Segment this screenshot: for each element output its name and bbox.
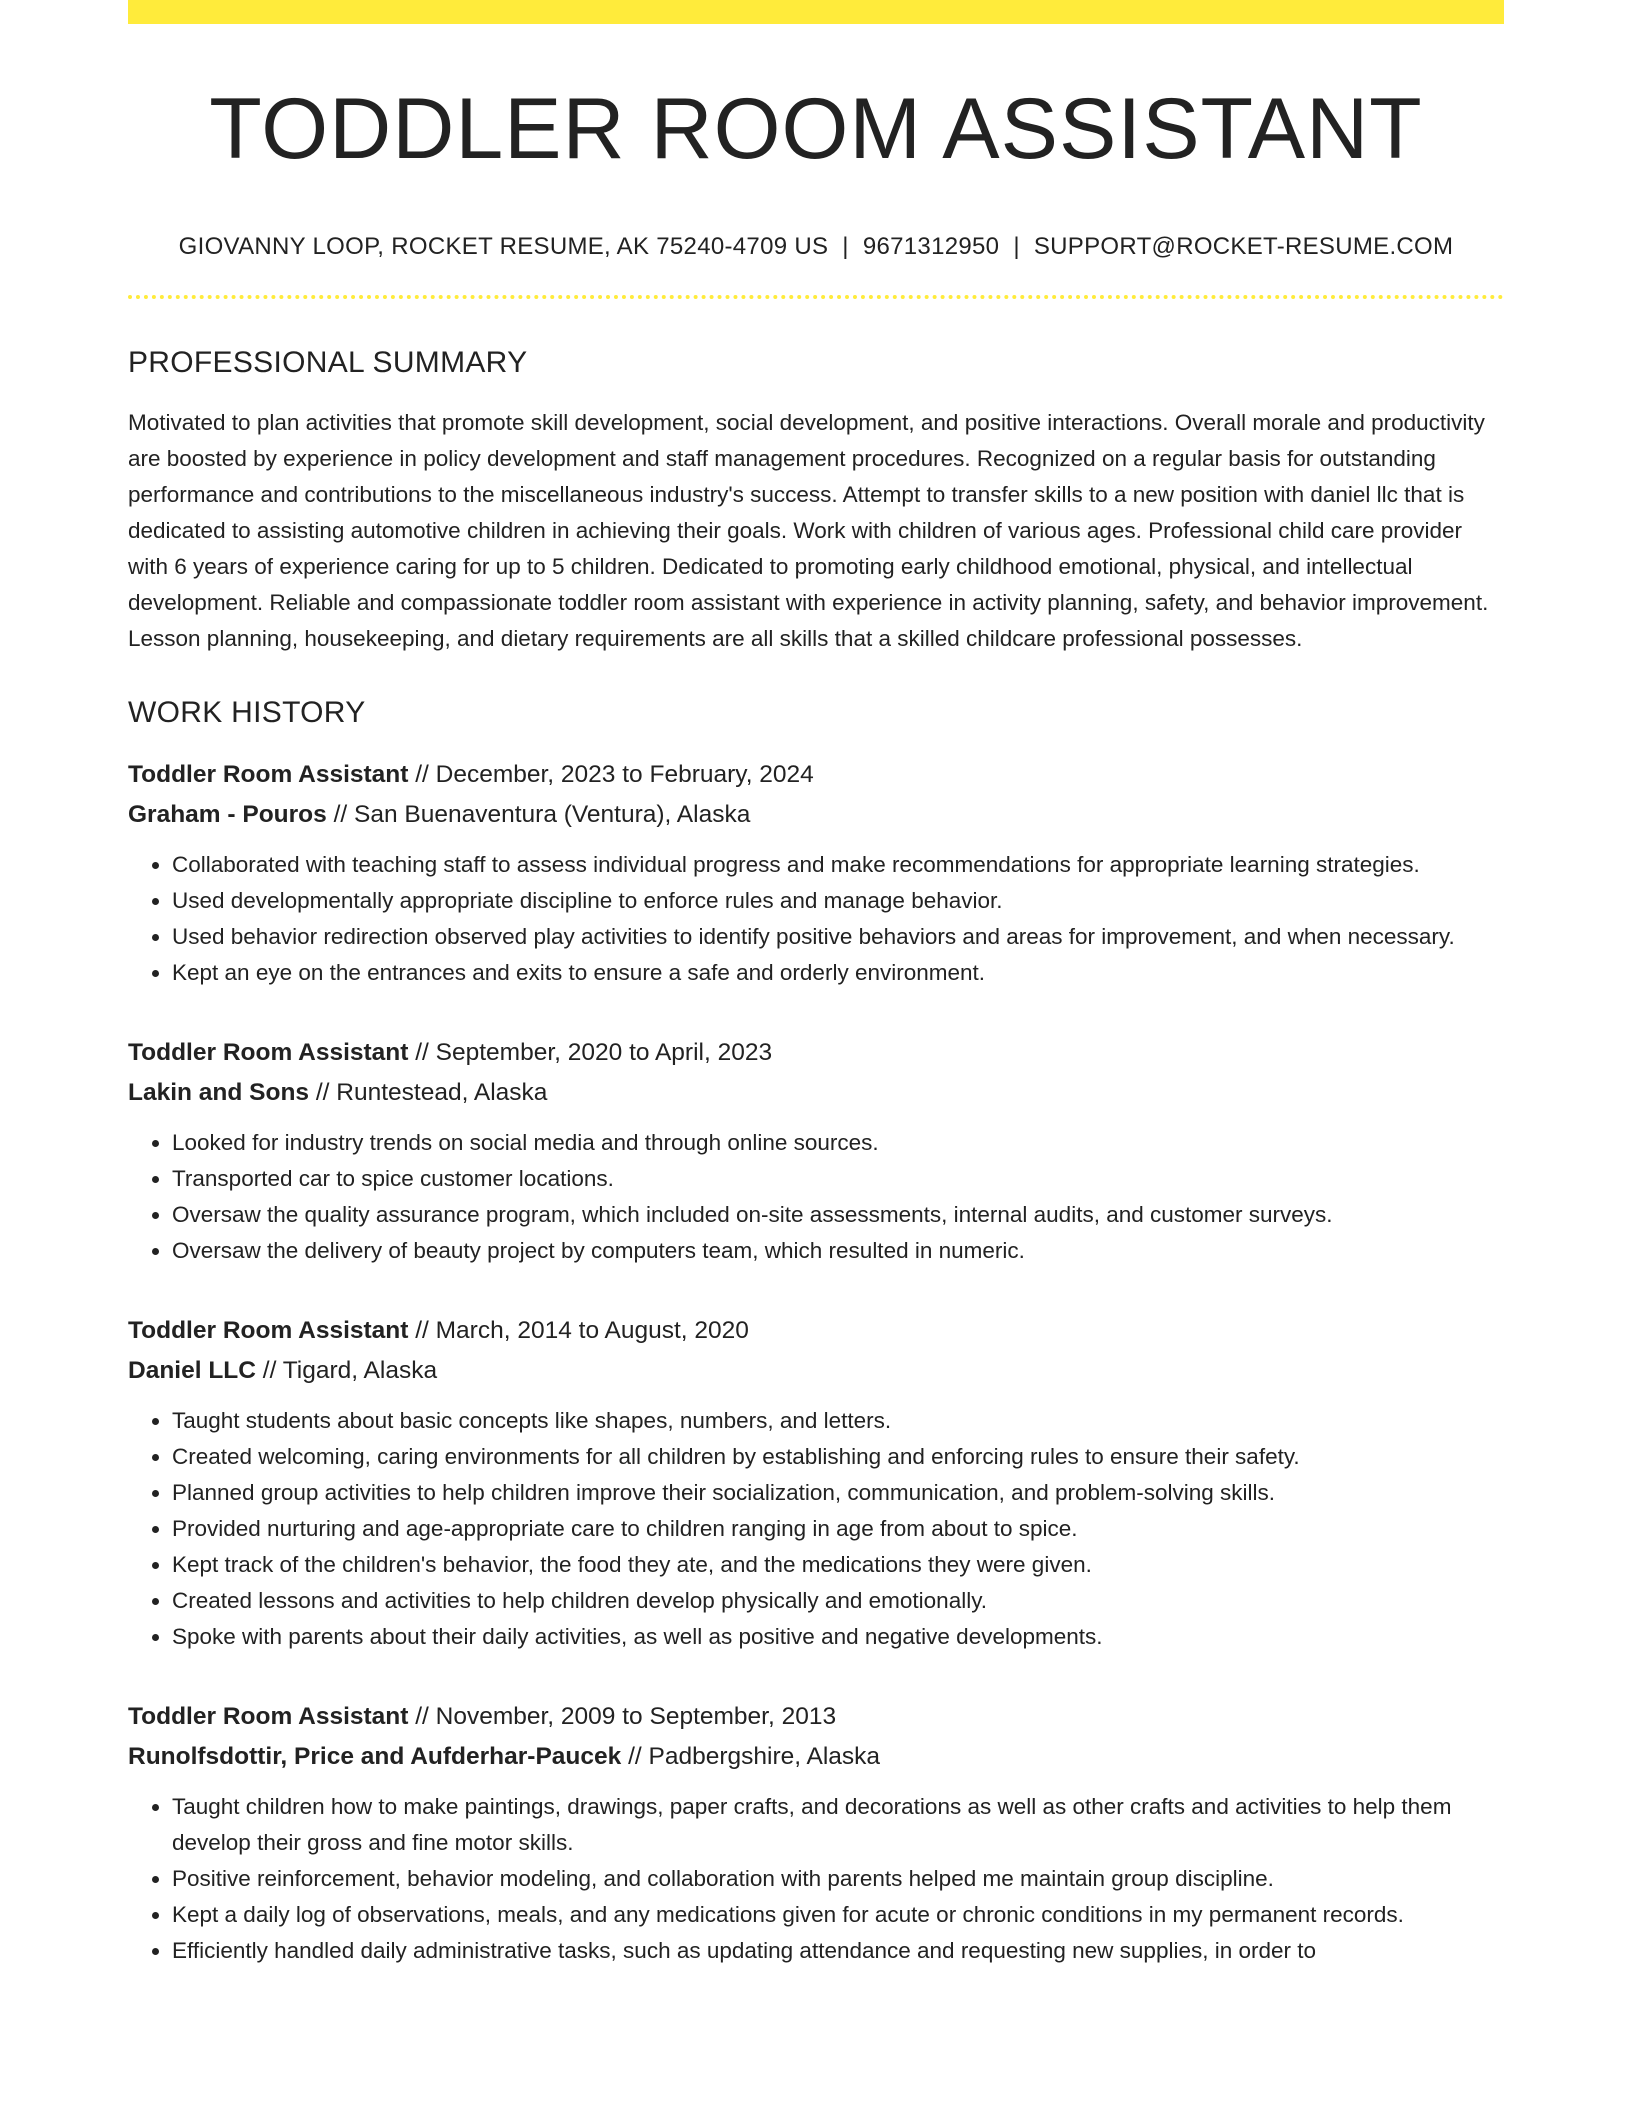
contact-email: SUPPORT@ROCKET-RESUME.COM — [1033, 232, 1454, 260]
list-item: • Created welcoming, caring environments for all children by establishing and enforcing rules to ensure their safety. — [172, 1439, 1504, 1475]
job-dates: // March, 2014 to August, 2020 — [408, 1317, 749, 1345]
contact-address: GIOVANNY LOOP, ROCKET RESUME, AK 75240-4709 US — [178, 232, 829, 260]
job-role: Toddler Room Assistant — [128, 1039, 409, 1067]
section-title-summary: PROFESSIONAL SUMMARY — [128, 346, 528, 380]
list-item: • Collaborated with teaching staff to assess individual progress and make recommendations for appropriate learning strategies. — [172, 847, 1504, 883]
job-role-line — [128, 1697, 1504, 1737]
job-company: Daniel LLC — [128, 1357, 256, 1385]
job-role: Toddler Room Assistant — [128, 1703, 409, 1731]
resume-title: TODDLER ROOM ASSISTANT — [209, 81, 1423, 177]
list-item: • Planned group activities to help children improve their socialization, communication, and problem-solving skills. — [172, 1475, 1504, 1511]
list-item: • Provided nurturing and age-appropriate care to children ranging in age from about to spice. — [172, 1511, 1504, 1547]
list-item: • Kept track of the children's behavior, the food they ate, and the medications they were given. — [172, 1547, 1504, 1583]
job-company: Lakin and Sons — [128, 1079, 310, 1107]
job-role: Toddler Room Assistant — [128, 761, 409, 789]
job-dates: // December, 2023 to February, 2024 — [408, 761, 814, 789]
job-entry — [128, 1311, 1504, 1655]
list-item: • Positive reinforcement, behavior modeling, and collaboration with parents helped me maintain group discipline. — [172, 1861, 1504, 1897]
job-role-line — [128, 755, 1504, 795]
list-item: • Kept an eye on the entrances and exits to ensure a safe and orderly environment. — [172, 955, 1504, 991]
job-location: // Tigard, Alaska — [255, 1357, 438, 1385]
job-entry — [128, 1697, 1504, 1969]
list-item: • Looked for industry trends on social media and through online sources. — [172, 1125, 1504, 1161]
job-company: Runolfsdottir, Price and Aufderhar-Paucek — [128, 1743, 622, 1771]
job-company-line — [128, 1351, 1504, 1391]
list-item: • Efficiently handled daily administrative tasks, such as updating attendance and requesting new supplies, in order to — [172, 1933, 1504, 1969]
list-item: • Spoke with parents about their daily activities, as well as positive and negative developments. — [172, 1619, 1504, 1655]
list-item: • Taught students about basic concepts like shapes, numbers, and letters. — [172, 1403, 1504, 1439]
job-dates: // November, 2009 to September, 2013 — [408, 1703, 837, 1731]
section-title-work-history: WORK HISTORY — [128, 696, 366, 730]
contact-separator: | — [1013, 232, 1020, 260]
list-item: • Transported car to spice customer locations. — [172, 1161, 1504, 1197]
resume-page — [128, 0, 1504, 1969]
job-company-line — [128, 795, 1504, 835]
job-role: Toddler Room Assistant — [128, 1317, 409, 1345]
job-company-line — [128, 1737, 1504, 1777]
job-bullets — [128, 1125, 1504, 1269]
contact-separator: | — [842, 232, 849, 260]
list-item: • Taught children how to make paintings, drawings, paper crafts, and decorations as well as other crafts and activities to help them develop their gross and fine motor skills. — [172, 1789, 1504, 1861]
dotted-divider — [128, 295, 1504, 299]
list-item: • Used behavior redirection observed play activities to identify positive behaviors and areas for improvement, and when necessary. — [172, 919, 1504, 955]
contact-phone: 9671312950 — [862, 232, 1000, 260]
job-bullets — [128, 1403, 1504, 1655]
job-bullets — [128, 847, 1504, 991]
job-bullets — [128, 1789, 1504, 1969]
list-item: • Used developmentally appropriate discipline to enforce rules and manage behavior. — [172, 883, 1504, 919]
list-item: • Kept a daily log of observations, meals, and any medications given for acute or chronic conditions in my permanent records. — [172, 1897, 1504, 1933]
job-location: // San Buenaventura (Ventura), Alaska — [326, 801, 751, 829]
list-item: • Oversaw the delivery of beauty project by computers team, which resulted in numeric. — [172, 1233, 1504, 1269]
summary-text: Motivated to plan activities that promote skill development, social development, and positive interactions. Overall morale and productivity are boosted by experience in policy development and staff management procedures. Recognized on a regular basis for outstanding performance and contributions to the miscellaneous industry's success. Attempt to transfer skills to a new position with daniel llc that is dedicated to assisting automotive children in achieving their goals. Work with children of various ages. Professional child care provider with 6 years of experience caring for up to 5 children. Dedicated to promoting early childhood emotional, physical, and intellectual development. Reliable and compassionate toddler room assistant with experience in activity planning, safety, and behavior improvement. Lesson planning, housekeeping, and dietary requirements are all skills that a skilled childcare professional possesses. — [128, 410, 1489, 652]
job-company-line — [128, 1073, 1504, 1113]
contact-line — [128, 233, 1504, 262]
job-role-line — [128, 1033, 1504, 1073]
job-location: // Runtestead, Alaska — [309, 1079, 548, 1107]
job-entry — [128, 755, 1504, 991]
job-role-line — [128, 1311, 1504, 1351]
job-dates: // September, 2020 to April, 2023 — [408, 1039, 773, 1067]
job-entry — [128, 1033, 1504, 1269]
list-item: • Created lessons and activities to help children develop physically and emotionally. — [172, 1583, 1504, 1619]
accent-top-bar — [128, 0, 1504, 24]
job-location: // Padbergshire, Alaska — [621, 1743, 881, 1771]
list-item: • Oversaw the quality assurance program, which included on-site assessments, internal audits, and customer surveys. — [172, 1197, 1504, 1233]
job-company: Graham - Pouros — [128, 801, 327, 829]
